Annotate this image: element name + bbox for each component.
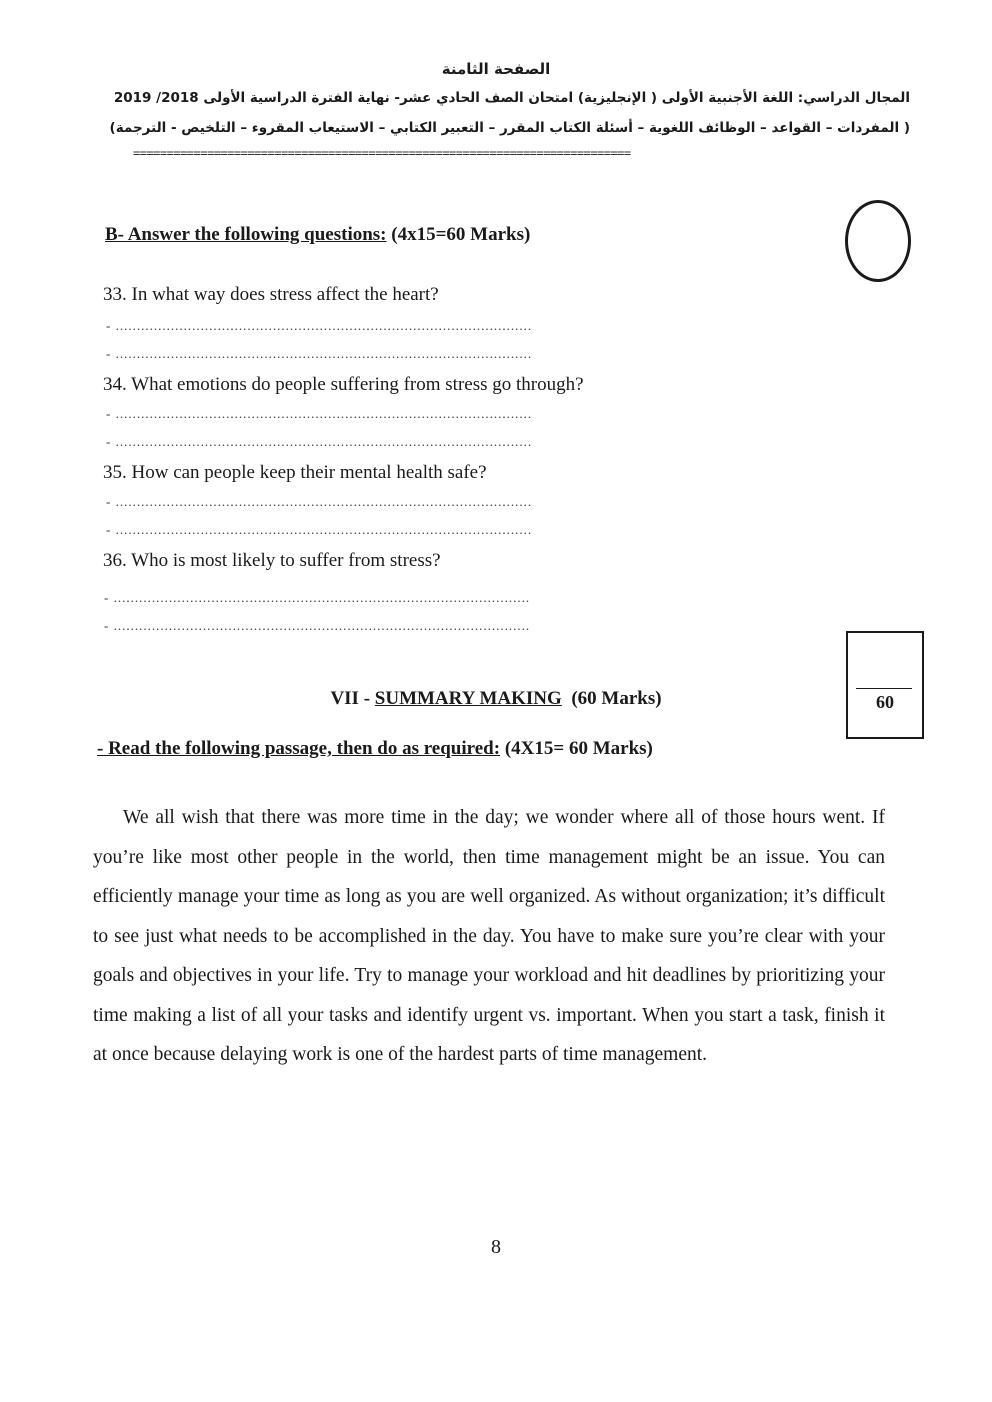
answer-line: - ..................................................................................................	[104, 618, 531, 633]
answer-line: - ..................................................................................................	[104, 590, 531, 605]
summary-title: SUMMARY MAKING	[374, 688, 562, 709]
question-33: 33. In what way does stress affect the heart?	[103, 284, 439, 305]
summary-passage: We all wish that there was more time in the day; we wonder where all of those hours went. If you’re like most other people in the world, then time management might be an issue. You can efficiently manage your time as long as you are well organized. As without organization; it’s difficult to see just what needs to be accomplished in the day. You have to make sure you’re clear with your goals and objectives in your life. Try to manage your workload and hit deadlines by prioritizing your time making a list of all your tasks and identify urgent vs. important. When you start a task, finish it at once because delaying work is one of the hardest parts of time management.	[93, 807, 885, 1065]
section-b-heading	[105, 224, 530, 246]
answer-line: - ..................................................................................................	[106, 494, 533, 509]
score-box	[846, 631, 924, 739]
summary-marks: (60 Marks)	[571, 688, 662, 709]
score-circle	[845, 200, 911, 282]
section-b-title: B- Answer the following questions:	[105, 224, 387, 245]
answer-line: - ..................................................................................................	[106, 406, 533, 421]
header-topics-line: ( المفردات – القواعد – الوظائف اللغوية – أسئلة الكتاب المقرر – التعبير الكتابي – الاستيعاب المقروء – التلخيص - الترجمة)	[109, 120, 910, 136]
answer-line: - ..................................................................................................	[106, 434, 533, 449]
header-separator: ==========================================================================	[133, 146, 631, 160]
page-number: 8	[491, 1236, 501, 1258]
instruction-marks: (4X15= 60 Marks)	[504, 738, 653, 759]
answer-line: - ..................................................................................................	[106, 318, 533, 333]
summary-prefix: VII -	[330, 688, 375, 709]
summary-instruction	[97, 738, 653, 760]
score-box-value: 60	[876, 692, 894, 712]
question-36: 36. Who is most likely to suffer from stress?	[103, 550, 441, 571]
section-b-marks: (4x15=60 Marks)	[391, 224, 531, 245]
summary-heading	[0, 688, 992, 710]
header-subject-line: المجال الدراسي: اللغة الأجنبية الأولى ( الإنجليزية) امتحان الصف الحادي عشر- نهاية الفترة الدراسية الأولى 2018/ 2019	[113, 90, 910, 106]
answer-line: - ..................................................................................................	[106, 346, 533, 361]
question-34: 34. What emotions do people suffering from stress go through?	[103, 374, 584, 395]
answer-line: - ..................................................................................................	[106, 522, 533, 537]
page-label: الصفحة الثامنة	[441, 60, 551, 78]
instruction-text: - Read the following passage, then do as required:	[97, 738, 501, 759]
question-35: 35. How can people keep their mental health safe?	[103, 462, 487, 483]
